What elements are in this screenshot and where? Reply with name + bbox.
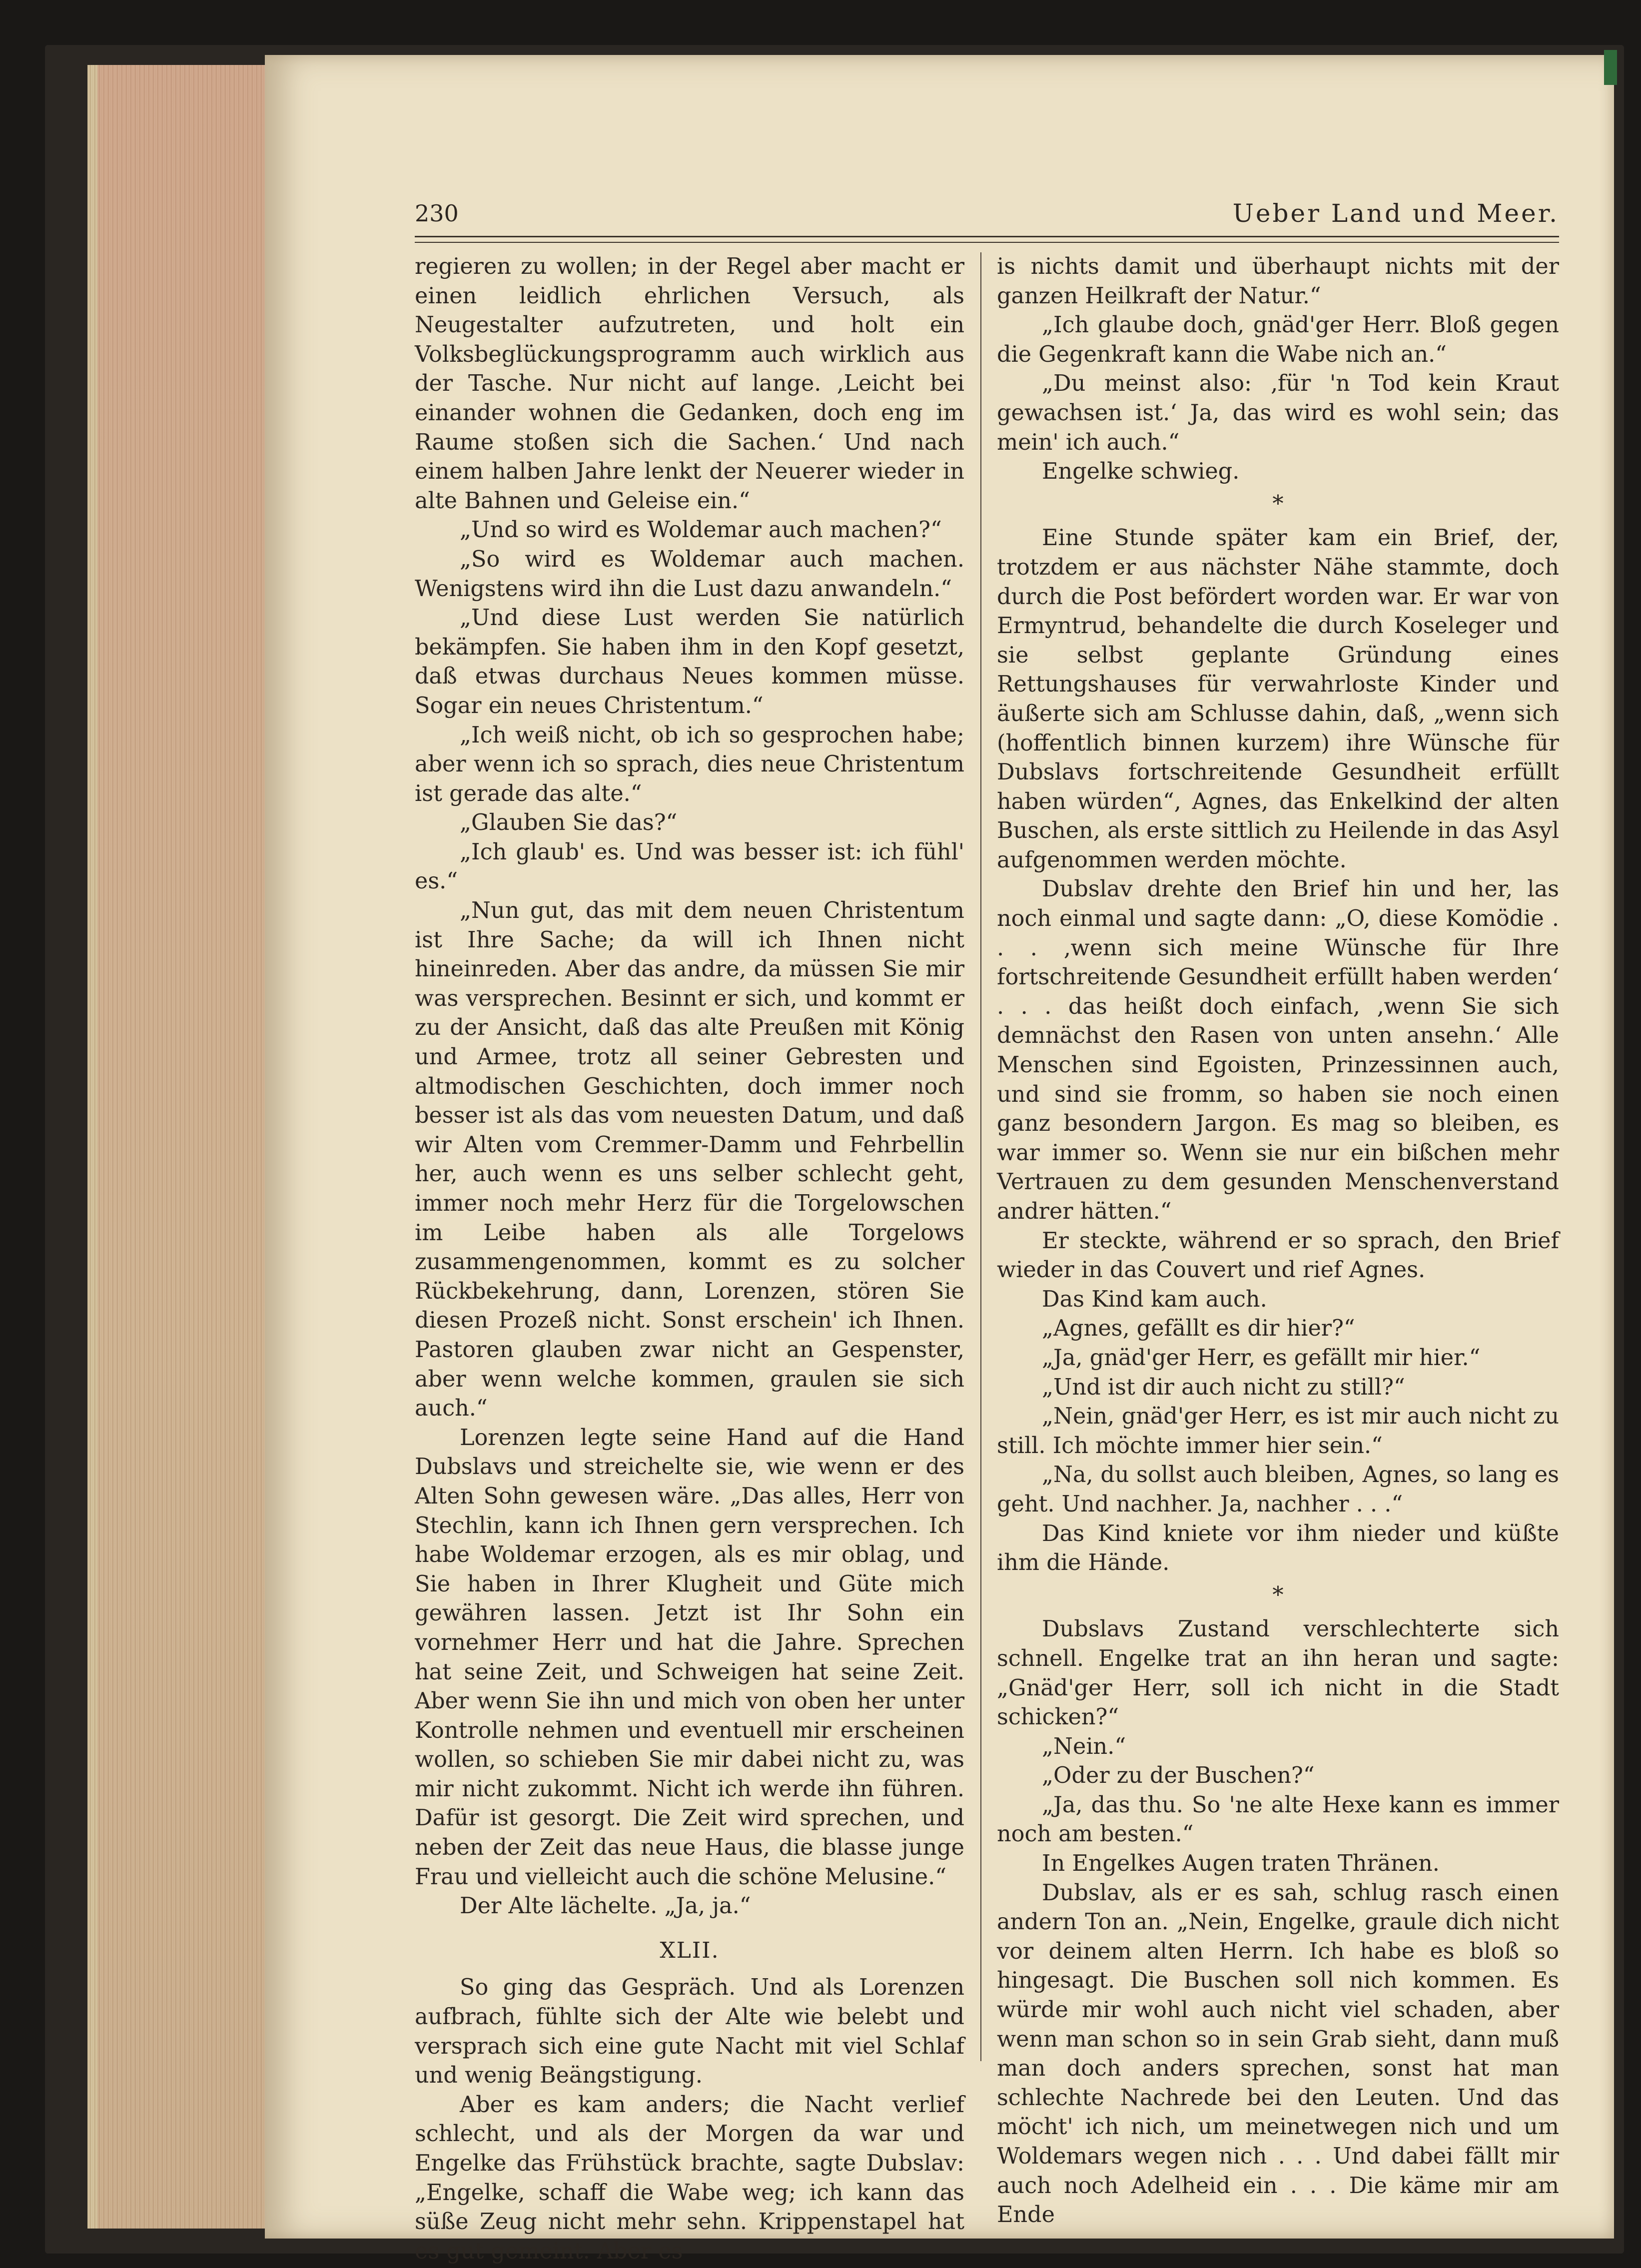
- paragraph: So ging das Gespräch. Und als Lorenzen aufbrach, fühlte sich der Alte wie belebt und versprach sich eine gute Nacht mit viel Schlaf und wenig Beängstigung.: [415, 1975, 964, 2089]
- paragraph: Dubslav drehte den Brief hin und her, las noch einmal und sagte dann: „O, diese Komödie . . . ‚wenn sich meine Wünsche für Ihre fortschreitende Gesundheit erfüllt haben werden‘ . . . das heißt doch einfach, ‚wenn Sie sich demnächst den Rasen von unten ansehn.‘ Alle Menschen sind Egoisten, Prinzessinnen auch, und sind sie fromm, so haben sie noch einen ganz besondern Jargon. Es mag so bleiben, es war immer so. Wenn sie nur ein bißchen mehr Vertrauen zu dem gesunden Menschenverstand andrer hätten.“: [997, 876, 1559, 1224]
- paragraph: „Oder zu der Buschen?“: [1042, 1763, 1315, 1789]
- paragraph: „So wird es Woldemar auch machen. Wenigstens wird ihn die Lust dazu anwandeln.“: [415, 546, 964, 602]
- paragraph: Der Alte lächelte. „Ja, ja.“: [460, 1893, 751, 1919]
- paragraph: Aber es kam anders; die Nacht verlief schlecht, und als der Morgen da war und Engelke das Frühstück brachte, sagte Dubslav: „Engelke, schaff die Wabe weg; ich kann das süße Zeug nicht mehr sehn. Krippenstapel hat es gut gemeint. Aber es: [415, 2092, 964, 2264]
- header-rule: [415, 236, 1559, 237]
- paragraph: „Na, du sollst auch bleiben, Agnes, so lang es geht. Und nachher. Ja, nachher . . .“: [997, 1462, 1559, 1517]
- page-content: [415, 190, 1559, 2264]
- header-rule-thin: [415, 242, 1559, 243]
- book-fore-edge: [87, 65, 287, 2229]
- paragraph: Engelke schwieg.: [1042, 459, 1240, 485]
- paragraph: „Nun gut, das mit dem neuen Christentum ist Ihre Sache; da will ich Ihnen nicht hineinreden. Aber das andre, da müssen Sie mir was versprechen. Besinnt er sich, und kommt er zu der Ansicht, daß das alte Preußen mit König und Armee, trotz all seiner Gebresten und altmodischen Geschichten, doch immer noch besser ist als das vom neuesten Datum, und daß wir Alten vom Cremmer-Damm und Fehrbellin her, auch wenn es uns selber schlecht geht, immer noch mehr Herz für die Torgelowschen im Leibe haben als alle Torgelows zusammengenommen, kommt es zu solcher Rückbekehrung, dann, Lorenzen, stören Sie diesen Prozeß nicht. Sonst erschein' ich Ihnen. Pastoren glauben zwar nicht an Gespenster, aber wenn welche kommen, graulen sie sich auch.“: [415, 898, 964, 1422]
- paragraph: „Du meinst also: ‚für 'n Tod kein Kraut gewachsen ist.‘ Ja, das wird es wohl sein; das mein' ich auch.“: [997, 371, 1559, 455]
- paragraph: „Und ist dir auch nicht zu still?“: [1042, 1374, 1405, 1400]
- right-column: [997, 252, 1559, 2228]
- paragraph: „Ich glaub' es. Und was besser ist: ich fühl' es.“: [415, 839, 964, 894]
- paragraph: „Ja, gnäd'ger Herr, es gefällt mir hier.“: [1042, 1345, 1481, 1371]
- edge-stain: [97, 65, 277, 2229]
- bookmark-ribbon: [1604, 50, 1617, 85]
- paragraph: regieren zu wollen; in der Regel aber macht er einen leidlich ehrlichen Versuch, als Neugestalter aufzutreten, und holt ein Volksbeglückungsprogramm auch wirklich aus der Tasche. Nur nicht auf lange. ‚Leicht bei einander wohnen die Gedanken, doch eng im Raume stoßen sich die Sachen.‘ Und nach einem halben Jahre lenkt der Neuerer wieder in alte Bahnen und Geleise ein.“: [415, 254, 964, 514]
- running-title: Ueber Land und Meer.: [1232, 199, 1559, 228]
- paragraph: „Nein.“: [1042, 1733, 1126, 1759]
- paragraph: „Ja, das thu. So 'ne alte Hexe kann es immer noch am besten.“: [997, 1792, 1559, 1847]
- paragraph: Eine Stunde später kam ein Brief, der, trotzdem er aus nächster Nähe stammte, doch durch die Post befördert worden war. Er war von Ermyntrud, behandelte die durch Koseleger und sie selbst geplante Gründung eines Rettungshauses für verwahrloste Kinder und äußerte sich am Schlusse dahin, daß, „wenn sich (hoffentlich binnen kurzem) ihre Wünsche für Dubslavs fortschreitende Gesundheit erfüllt haben würden“, Agnes, das Enkelkind der alten Buschen, als erste sittlich zu Heilende in das Asyl aufgenommen werden möchte.: [997, 525, 1559, 873]
- paragraph: „Und diese Lust werden Sie natürlich bekämpfen. Sie haben ihm in den Kopf gesetzt, daß etwas durchaus Neues kommen müsse. Sogar ein neues Christentum.“: [415, 605, 964, 719]
- paragraph: Er steckte, während er so sprach, den Brief wieder in das Couvert und rief Agnes.: [997, 1228, 1559, 1283]
- paragraph: „Nein, gnäd'ger Herr, es ist mir auch nicht zu still. Ich möchte immer hier sein.“: [997, 1404, 1559, 1459]
- chapter-heading: XLII.: [660, 1937, 720, 1963]
- paragraph: In Engelkes Augen traten Thränen.: [1042, 1851, 1440, 1877]
- paragraph: „Ich glaube doch, gnäd'ger Herr. Bloß gegen die Gegenkraft kann die Wabe nich an.“: [997, 312, 1559, 367]
- paragraph: Das Kind kam auch.: [1042, 1286, 1267, 1312]
- paragraph: „Ich weiß nicht, ob ich so gesprochen habe; aber wenn ich so sprach, dies neue Christentum ist gerade das alte.“: [415, 722, 964, 806]
- paragraph: is nichts damit und überhaupt nichts mit der ganzen Heilkraft der Natur.“: [997, 254, 1559, 309]
- column-divider: [980, 252, 981, 2061]
- paragraph: Lorenzen legte seine Hand auf die Hand Dubslavs und streichelte sie, wie wenn er des Alten Sohn gewesen wäre. „Das alles, Herr von Stechlin, kann ich Ihnen gern versprechen. Ich habe Woldemar erzogen, als es mir oblag, und Sie haben in Ihrer Klugheit und Güte mich gewähren lassen. Jetzt ist Ihr Sohn ein vornehmer Herr und hat die Jahre. Sprechen hat seine Zeit, und Schweigen hat seine Zeit. Aber wenn Sie ihn und mich von oben her unter Kontrolle nehmen und eventuell mir erscheinen wollen, so schieben Sie mir dabei nicht zu, was mir nicht zukommt. Nicht ich werde ihn führen. Dafür ist gesorgt. Die Zeit wird sprechen, und neben der Zeit das neue Haus, die blasse junge Frau und vielleicht auch die schöne Melusine.“: [415, 1425, 964, 1890]
- paragraph: „Und so wird es Woldemar auch machen?“: [460, 517, 942, 543]
- paragraph: „Agnes, gefällt es dir hier?“: [1042, 1316, 1355, 1342]
- page-number: 230: [415, 200, 459, 227]
- paragraph: Dubslav, als er es sah, schlug rasch einen andern Ton an. „Nein, Engelke, graule dich nicht vor deinem alten Herrn. Ich habe es bloß so hingesagt. Die Buschen soll nich kommen. Es würde mir wohl auch nicht viel schaden, aber wenn man schon so in sein Grab sieht, dann muß man doch anders sprechen, sonst hat man schlechte Nachrede bei den Leuten. Und das möcht' ich nich, um meinetwegen nich und um Woldemars wegen nich . . . Und dabei fällt mir auch noch Adelheid ein . . . Die käme mir am Ende: [997, 1880, 1559, 2228]
- page-header: [415, 190, 1559, 235]
- section-separator: *: [1272, 1582, 1284, 1608]
- paragraph: „Glauben Sie das?“: [460, 810, 678, 836]
- left-column: [415, 252, 964, 2264]
- paragraph: Das Kind kniete vor ihm nieder und küßte ihm die Hände.: [997, 1520, 1559, 1576]
- paragraph: Dubslavs Zustand verschlechterte sich schnell. Engelke trat an ihn heran und sagte: „Gnäd'ger Herr, soll ich nicht in die Stadt schicken?“: [997, 1616, 1559, 1730]
- section-separator: *: [1272, 491, 1284, 517]
